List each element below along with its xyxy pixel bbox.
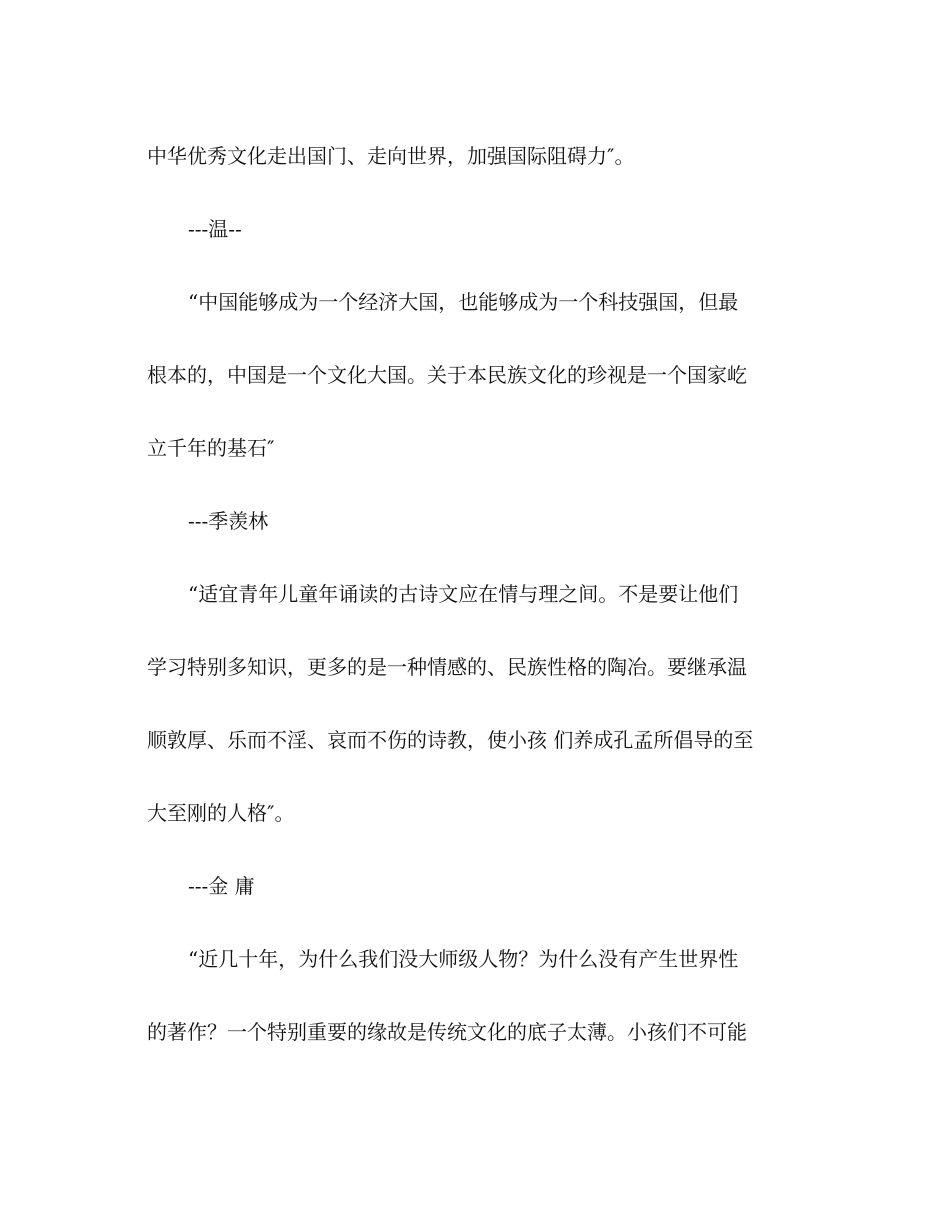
paragraph-line-1: 中华优秀文化走出国门、走向世界，加强国际阻碍力″。 (147, 144, 635, 168)
quote-1-line-1: “中国能够成为一个经济大国，也能够成为一个科技强国，但最 (188, 290, 739, 314)
quote-2-line-4: 大至刚的人格″。 (147, 801, 295, 825)
quote-1-line-3: 立千年的基石″ (147, 436, 275, 460)
quote-2-line-3: 顺敦厚、乐而不淫、哀而不伤的诗教，使小孩 们养成孔孟所倡导的至 (147, 728, 754, 752)
attribution-wen: ---温-- (188, 217, 242, 241)
quote-3-line-1: “近几十年，为什么我们没大师级人物？为什么没有产生世界性 (188, 947, 739, 971)
attribution-jin-yong: ---金 庸 (188, 874, 255, 898)
quote-2-line-2: 学习特别多知识，更多的是一种情感的、民族性格的陶冶。要继承温 (147, 655, 747, 679)
quote-3-line-2: 的著作？一个特别重要的缘故是传统文化的底子太薄。小孩们不可能 (147, 1020, 747, 1044)
attribution-ji-xianlin: ---季羡林 (188, 509, 269, 533)
quote-1-line-2: 根本的，中国是一个文化大国。关于本民族文化的珍视是一个国家屹 (147, 363, 747, 387)
quote-2-line-1: “适宜青年儿童年诵读的古诗文应在情与理之间。不是要让他们 (188, 582, 739, 606)
